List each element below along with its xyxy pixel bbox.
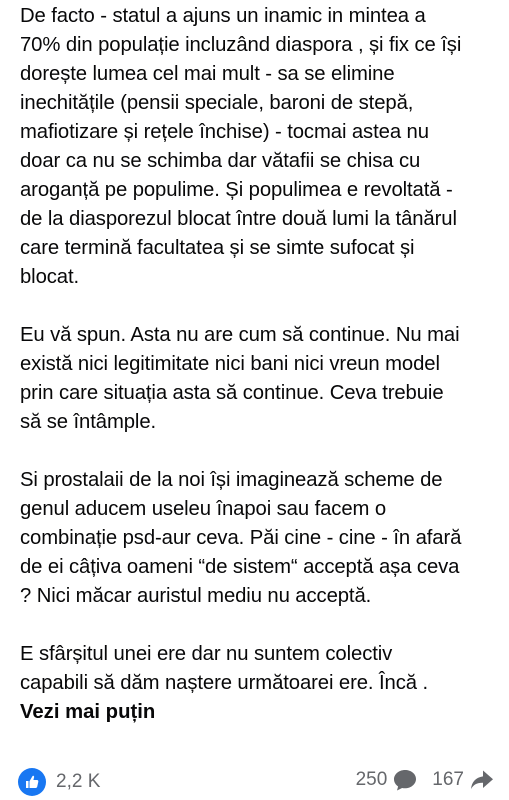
- share-icon: [469, 768, 495, 792]
- reactions-summary[interactable]: [18, 768, 100, 796]
- post-paragraph-3: Si prostalaii de la noi își imaginează scheme de genul aducem useleu înapoi sau facem o combinație psd-aur ceva. Păi cine - cine - în afară de ei câțiva oameni “de sistem“ acceptă așa ceva ? Nici măcar auristul mediu nu acceptă.: [20, 469, 462, 607]
- like-icon: [18, 768, 46, 796]
- shares-count: 167: [432, 769, 464, 790]
- see-less-link[interactable]: Vezi mai puțin: [20, 701, 156, 723]
- post-body: [20, 2, 498, 727]
- cutoff-text-fragment: [228, 795, 378, 800]
- post-paragraph-1: De facto - statul a ajuns un inamic in mintea a 70% din populație incluzând diaspora , și fix ce își dorește lumea cel mai mult - sa se elimine inechitățile (pensii speciale, baroni de stepă, mafiotizare și rețele închise) - tocmai astea nu doar ca nu se schimba dar vătafii se chisa cu aroganță pe populime. Și populimea e revoltată - de la diasporezul blocat între două lumi la tânărul care termină facultatea și se simte sufocat și blocat.: [20, 5, 462, 288]
- post-footer: [0, 765, 509, 800]
- post-paragraph-2: Eu vă spun. Asta nu are cum să continue. Nu mai există nici legitimitate nici bani nici vreun model prin care situația asta să continue. Ceva trebuie să se întâmple.: [20, 324, 460, 433]
- post-stats: [356, 768, 495, 792]
- comments-stat[interactable]: [356, 768, 419, 792]
- reactions-count: 2,2 K: [56, 771, 101, 792]
- post-paragraph-4: E sfârșitul unei ere dar nu suntem colectiv capabili să dăm naștere următoarei ere. Încă .: [20, 643, 428, 694]
- comments-count: 250: [355, 769, 388, 790]
- comment-icon: [392, 768, 418, 792]
- shares-stat[interactable]: [432, 768, 495, 792]
